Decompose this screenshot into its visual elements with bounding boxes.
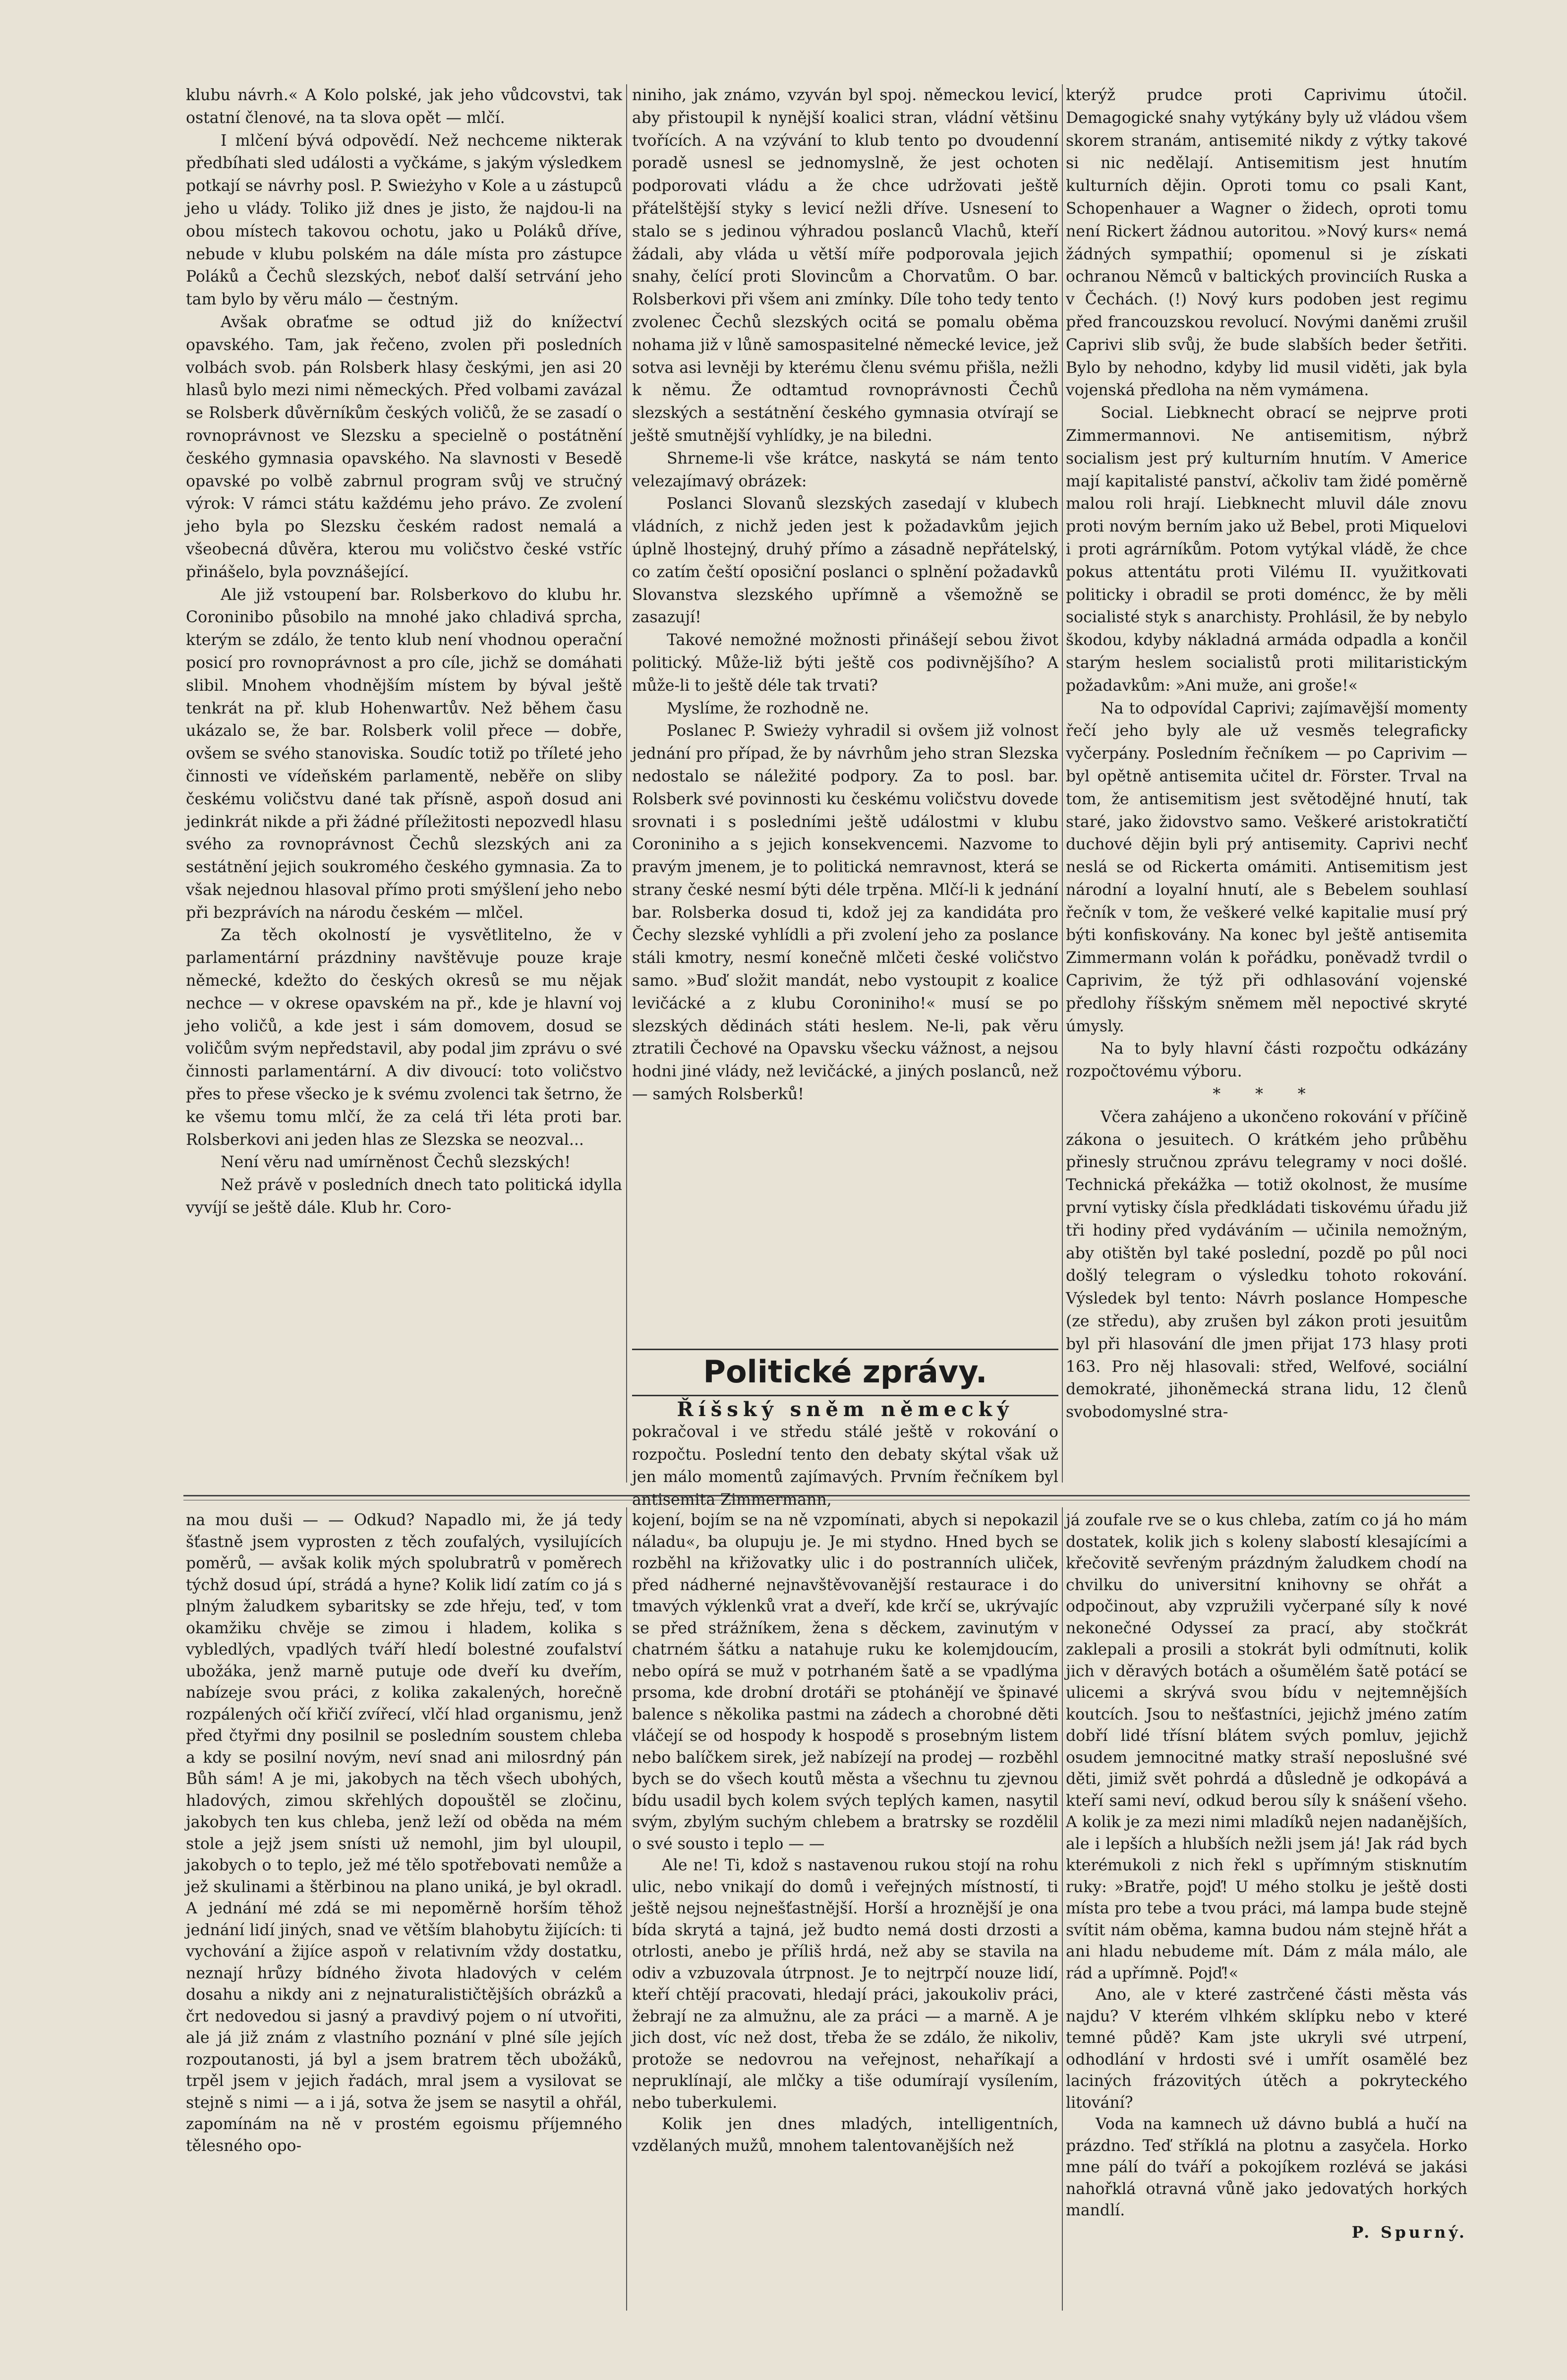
- column-rule: [626, 84, 627, 1483]
- article-column-2b: [632, 1398, 1058, 1512]
- column-rule: [1062, 84, 1063, 1483]
- paragraph: Kolik jen dnes mladých, intelligentních, vzdělaných mužů, mnohem talentovanějších než: [632, 2115, 1058, 2155]
- paragraph: Včera zahájeno a ukončeno rokování v příčině zákona o jesuitech. O krátkém jeho průběhu přinesly stručnou zprávu telegramy v noci došlé. Technická překážka — totiž okolnost, že musíme první vytisky čísla předkládati tiskovému úřadu již tři hodiny před vydáváním — učinila nemožným, aby otištěn byl také poslední, pozdě po půl noci došlý telegram o výsledku tohoto rokování. Výsledek byl tento: Návrh poslance Hompesche (ze středu), aby zrušen byl zákon proti jesuitům byl při hlasování dle jmen přijat 173 hlasy proti 163. Pro něj hlasovali: střed, Welfové, sociální demokraté, jihoněmecká strana lidu, 12 členů svobodomyslné stra-: [1066, 1108, 1467, 1422]
- section-header: [632, 1349, 1058, 1396]
- paragraph: kterýž prudce proti Caprivimu útočil. Demagogické snahy vytýkány byly už vládou všem skorem stranám, antisemité nikdy z výtky takové si nic nedělají. Antisemitism jest hnutím kulturních dějin. Oproti tomu co psali Kant, Schopenhauer a Wagner o židech, oproti tomu není Rickert žádnou autoritou. »Nový kurs« nemá žádných sympathií; opomenul si je získati ochranou Němců v baltických provinciích Ruska a v Čechách. (!) Nový kurs podoben jest regimu před francouzskou revolucí. Novými daněmi zrušil Caprivi slib svůj, že bude slabších beder šetřiti. Bylo by nehodno, kdyby lid musil viděti, jak byla vojenská předloha na něm vymámena.: [1066, 86, 1467, 400]
- paragraph: Než právě v posledních dnech tato politická idylla vyvíjí se ještě dále. Klub hr. Coro-: [186, 1176, 622, 1217]
- feuilleton-column-2: [632, 1510, 1058, 2157]
- paragraph: I mlčení bývá odpovědí. Než nechceme nikterak předbíhati sled události a vyčkáme, s jakým výsledkem potkají se návrhy posl. P. Swieżyho v Kole a u zástupců jeho u vlády. Toliko již dnes je jisto, že najdou-li na obou místech takovou ochotu, jako u Poláků dříve, nebude v klubu polském na dále místa pro zástupce Poláků a Čechů slezských, neboť další setrvání jeho tam bylo by věru málo — čestným.: [186, 131, 622, 309]
- author-signature: P. Spurný.: [1351, 2223, 1467, 2242]
- column-rule: [1062, 1507, 1063, 2311]
- paragraph: Voda na kamnech už dávno bublá a hučí na prázdno. Teď stříklá na plotnu a zasyčela. Horko mne pálí do tváří a pokojíkem rozlévá se jakási nahořklá otravná vůně jako jedovatých horkých mandlí.: [1066, 2115, 1467, 2219]
- column-rule: [626, 1507, 627, 2311]
- paragraph: Myslíme, že rozhodně ne.: [667, 699, 870, 717]
- article-column-2: [632, 84, 1058, 1106]
- paragraph: Za těch okolností je vysvětlitelno, že v parlamentární prázdniny navštěvuje pouze kraje německé, kdežto do českých okresů se mu nějak nechce — v okrese opavském na př., kde je hlavní voj jeho voličů, a kde jest i sám domovem, dosud se voličům svým nepředstavil, aby podal jim zprávu o své činnosti parlamentární. A div divoucí: toto voličstvo přes to přese všecko je k svému zvolenci tak šetrno, že ke všemu tomu mlčí, že za celá tři léta proti bar. Rolsberkovi ani jeden hlas ze Slezska se neozval...: [186, 926, 622, 1149]
- paragraph: já zoufale rve se o kus chleba, zatím co já ho mám dostatek, kolik jich s koleny slabostí klesajícími a křečovitě sevřeným prázdným žaludkem chodí na chvilku do universitní knihovny se ohřát a odpočinout, aby vzpružili vyčerpané síly k nové nekonečné Odysseí za prací, aby stočkrát zaklepali a prosili a stokrát byli odmítnuti, kolik jich v děravých botách a ošumělém šatě potácí se ulicemi a skrývá svou bídu v nejtemnějších koutcích. Jsou to nešťastníci, jejichž jméno zatím dobří lidé třísní blátem svých pomluv, jejichž osudem jemnocitné matky straší neposlušné své děti, jimiž svět pohrdá a důsledně je odkopává a kteří sami neví, odkud berou síly k snášení všeho. A kolik je za mezi nimi mladíků nejen nadanějších, ale i lepších a hlubších nežli jsem já! Jak rád bych kterémukoli z nich řekl s upřímným stisknutím ruky: »Bratře, pojď! U mého stolku je ještě dosti místa pro tebe a tvou práci, má lampa bude stejně svítit nám oběma, kamna budou nám stejně hřát a ani hladu nebudeme mít. Dám z mála málo, ale rád a upřímně. Pojď!«: [1066, 1511, 1467, 1982]
- paragraph: Na to odpovídal Caprivi; zajímavější momenty řečí jeho byly ale už vesměs telegraficky vyčerpány. Posledním řečníkem — po Caprivim — byl opětně antisemita učitel dr. Förster. Trval na tom, že antisemitism jest světodějné hnutí, tak staré, jako židovstvo samo. Veškeré aristokratičtí duchové dějin byli prý antisemity. Caprivi nechť neslá se od Rickerta omámiti. Antisemitism jest národní a loyalní hnutí, ale s Bebelem souhlasí řečník v tom, že veškeré velké kapitalie musí prý býti konfiskovány. Na konec byl ještě antisemita Zimmermann volán k pořádku, poněvadž tvrdil o Caprivim, že týž při odhlasování vojenské předlohy říšským sněmem měl nepoctivé skryté úmysly.: [1066, 699, 1467, 1035]
- paragraph: pokračoval i ve středu stálé ještě v rokování o rozpočtu. Poslední tento den debaty skýtal však už jen málo momentů zajímavých. Prvním řečníkem byl antisemita Zimmermann,: [632, 1423, 1058, 1509]
- subsection-title: Říšský sněm německý: [677, 1398, 1014, 1421]
- paragraph: Ale ne! Ti, kdož s nastavenou rukou stojí na rohu ulic, nebo vnikají do domů i veřejných místností, ti ještě nejsou nejnešťastnější. Horší a hroznější je ona bída skrytá a tajná, jež budto nemá dosti drzosti a otrlosti, anebo je příliš hrdá, než aby se stavila na odiv a vzbuzovala útrpnost. Je to nejtrpčí nouze lidí, kteří chtějí pracovati, hledají práci, jakoukoliv práci, žebrají ne za almužnu, ale za práci — a marně. A je jich dost, víc než dost, třeba že se zdálo, že nikoliv, protože se nedovrou na veřejnost, nehaříkají a nepruklínají, ale mlčky a tiše odumírají vysílením, nebo tuberkulemi.: [632, 1856, 1058, 2112]
- paragraph: Poslanci Slovanů slezských zasedají v klubech vládních, z nichž jeden jest k požadavkům jejich úplně lhostejný, druhý přímo a zásadně nepřátelský, co zatím čeští oposiční poslanci o splnění požadavků Slovanstva slezského upřímně a všemožně se zasazují!: [632, 495, 1058, 627]
- paragraph: klubu návrh.« A Kolo polské, jak jeho vůdcovstvi, tak ostatní členové, na ta slova opět — mlčí.: [186, 86, 622, 127]
- section-title: Politické zprávy.: [703, 1354, 987, 1390]
- paragraph: na mou duši — — Odkud? Napadlo mi, že já tedy šťastně jsem vyprosten z těch zoufalých, vysilujících poměrů, — avšak kolik mých spolubratrů v poměrech týchž dosud úpí, strádá a hyne? Kolik lidí zatím co já s plným žaludkem sybaritsky se zde hřeju, teď, v tom okamžiku chvěje se zimou i hladem, kolika s vybledlých, vpadlých tváří hledí bolestné zoufalství ubožáka, jenž marně putuje ode dveří ku dveřím, nabízeje svou práci, z kolika zakalených, horečně rozpálených očí křičí zvířecí, vlčí hlad organismu, jenž před čtyřmi dny posilnil se posledním soustem chleba a kdy se posilní novým, neví snad ani milosrdný pán Bůh sám! A je mi, jakobych na těch všech ubohých, hladových, zimou skřehlých dopouštěl se zločinu, jakobych ten kus chleba, jenž leží od oběda na mém stole a jejž jsem snísti už nemohl, jim byl uloupil, jakobych o to teplo, jež mé tělo spotřebovati nemůže a jež skulinami a štěrbinou na plano uniká, je byl okradl. A jednání mé zdá se mi nepoměrně horším těhož jednání lidí jiných, snad ve větším blahobytu žijících: ti vychování a žijíce aspoň v relativním vždy dostatku, neznají hrůzy bídného života hladových v celém dosahu a nikdy ani z nejnaturalističtějších obrázků a črt nedovedou si jasný a pravdivý pojem o ní utvořiti, ale já již znám z vlastního poznání v plné síle jejích rozpoutanosti, já byl a jsem bratrem těch ubožáků, trpěl jsem v jejich řadách, mral jsem a vysilovat se stejně s nimi — a i já, sotva že jsem se nasytil a ohřál, zapomínám na ně v prostém egoismu příjemného tělesného opo-: [186, 1511, 622, 2155]
- paragraph: Social. Liebknecht obrací se nejprve proti Zimmermannovi. Ne antisemitism, nýbrž socialism jest prý kulturním hnutím. V Americe mají kapitalisté panství, ačkoliv tam židé poměrně malou roli hrají. Liebknecht mluvil dále znovu proti novým berním jako už Bebel, proti Miquelovi i proti agrárníkům. Potom vytýkal vládě, že chce pokus attentátu proti Vilému II. využitkovati politicky i obradil se proti doméncc, že by měli socialisté styk s anarchisty. Prohlásil, že by nebylo škodou, kdyby nákladná armáda odpadla a končil starým heslem socialistů proti militaristickým požadavkům: »Ani muže, ani groše!«: [1066, 404, 1467, 695]
- article-column-3: [1066, 84, 1467, 1424]
- paragraph: Avšak obraťme se odtud již do knížectví opavského. Tam, jak řečeno, zvolen při posledních volbách svob. pán Rolsberk hlasy českými, jen asi 20 hlasů bylo mezi nimi německých. Před volbami zavázal se Rolsberk důvěrníkům českých voličů, že se zasadí o rovnoprávnost ve Slezsku a specielně o postátnění českého gymnasia opavského. Na slavnosti v Besedě opavské po volbě zabrnul program svůj ve stručný výrok: V rámci státu každému jeho právo. Ze zvolení jeho byla po Slezsku českém radost nemalá a všeobecná důvěra, kterou mu voličstvo české vstříc přinášelo, byla povznášející.: [186, 313, 622, 581]
- paragraph: kojení, bojím se na ně vzpomínati, abych si nepokazil náladu«, ba olupuju je. Je mi stydno. Hned bych se rozběhl na křižovatky ulic i do postranních uliček, před nádherné nejnavštěvovanější restaurace i do tmavých výklenků vrat a dveří, kde krčí se, ukrývajíc se před strážníkem, žena s děckem, zavinutým v chatrném šátku a natahuje ruku ke kolemjdoucím, nebo opírá se muž v potrhaném šatě a se vpadlýma prsoma, kde drobní drotáři se ptohánějí ve špinavé balence s několika pastmi na zádech a chorobné děti vláčejí se od hospody k hospodě s prosebným listem nebo balíčkem sirek, jež nabízejí na prodej — rozběhl bych se do všech koutů města a všechnu tu zjevnou bídu usadil bych kolem svých teplých kamen, nasytil svým, zbylým suchým chlebem a bratrsky se rozdělil o své sousto i teplo — —: [632, 1511, 1058, 1853]
- feuilleton-column-3: [1066, 1510, 1467, 2243]
- paragraph: Ano, ale v které zastrčené části města vás najdu? V kterém vlhkém sklípku nebo v které temné půdě? Kam jste ukryli své utrpení, odhodlání v hrdosti své i umřít osamělé bez laciných frázovitých útěch a pokryteckého litování?: [1066, 1986, 1467, 2112]
- newspaper-page: [174, 84, 1472, 2316]
- paragraph: Takové nemožné možnosti přinášejí sebou život politický. Může-liž býti ještě cos podivnějšího? A může-li to ještě déle tak trvati?: [632, 631, 1058, 695]
- paragraph: Není věru nad umírněnost Čechů slezských!: [221, 1153, 571, 1172]
- paragraph: Poslanec P. Swieży vyhradil si ovšem již volnost jednání pro případ, že by návrhům jeho stran Slezska nedostalo se náležité podpory. Za to posl. bar. Rolsberk své povinnosti ku českému voličstvu dovede srovnati i s posledními ještě událostmi v klubu Coroniniho a s jejich konsekvencemi. Nazvome to pravým jmenem, je to politická nemravnost, která se strany české nesmí býti déle trpěna. Mlčí-li k jednání bar. Rolsberka dosud ti, kdož jej za kandidáta pro Čechy slezské vyhlídli a při zvolení jeho za poslance stáli kmotry, nesmí konečně mlčeti české voličstvo samo. »Buď složit mandát, nebo vystoupit z koalice levičácké a z klubu Coroniniho!« musí se po slezských dědinách státi heslem. Ne-li, pak věru ztratili Čechové na Opavsku všecku vážnost, a nejsou hodni jiné vlády, než levičácké, a jiných poslanců, než — samých Rolsberků!: [632, 722, 1058, 1104]
- paragraph: niniho, jak známo, vzyván byl spoj. německou levicí, aby přistoupil k nynější koalici stran, vládní většinu tvořících. A na vzývání to klub tento po dvoudenní poradě usnesl se jednomyslně, že jest ochoten podporovati vládu a že chce udržovati ještě přátelštější styky s levicí nežli dříve. Usnesení to stalo se s jedinou výhradou poslanců Vlachů, kteří žádali, aby vláda u větší míře podporovala jejich snahy, čelící proti Slovincům a Chorvatům. O bar. Rolsberkovi při všem ani zmínky. Díle toho tedy tento zvolenec Čechů slezských ocitá se pomalu oběma nohama již v lůně samospasitelné německé levice, jež sotva asi levněji by kterému členu svému přišla, nežli k němu. Že odtamtud rovnoprávnosti Čechů slezských a sestátnění českého gymnasia otvírají se ještě smutnější vyhlídky, je na biledni.: [632, 86, 1058, 445]
- paragraph: Shrneme-li vše krátce, naskytá se nám tento velezajímavý obrázek:: [632, 449, 1058, 490]
- paragraph: Ale již vstoupení bar. Rolsberkovo do klubu hr. Coroninibo působilo na mnohé jako chladivá sprcha, kterým se zdálo, že tento klub není vhodnou operační posicí pro rovnoprávnost a pro cíle, jichž se domáhati slibil. Mnohem vhodnějším místem by býval ještě tenkrát na př. klub Hohenwartův. Než během času ukázalo se, že bar. Rolsberk volil přece — dobře, ovšem se svého stanoviska. Soudíc totiž po tříleté jeho činnosti ve vídeňském parlamentě, neběře on sliby českému voličstvu dané tak přísně, aspoň dosud ani jedinkrát nikde a při žádné příležitosti nepozvedl hlasu svého za rovnoprávnost Čechů slezských ani za sestátnění jejich soukromého českého gymnasia. Za to však nejednou hlasoval přímo proti smýšlení jeho nebo při bezprávích na národu českém — mlčel.: [186, 586, 622, 922]
- article-column-1: [186, 84, 622, 1220]
- separator-stars: * * *: [1213, 1085, 1321, 1104]
- paragraph: Na to byly hlavní části rozpočtu odkázány rozpočtovému výboru.: [1066, 1040, 1467, 1081]
- feuilleton-column-1: [186, 1510, 622, 2157]
